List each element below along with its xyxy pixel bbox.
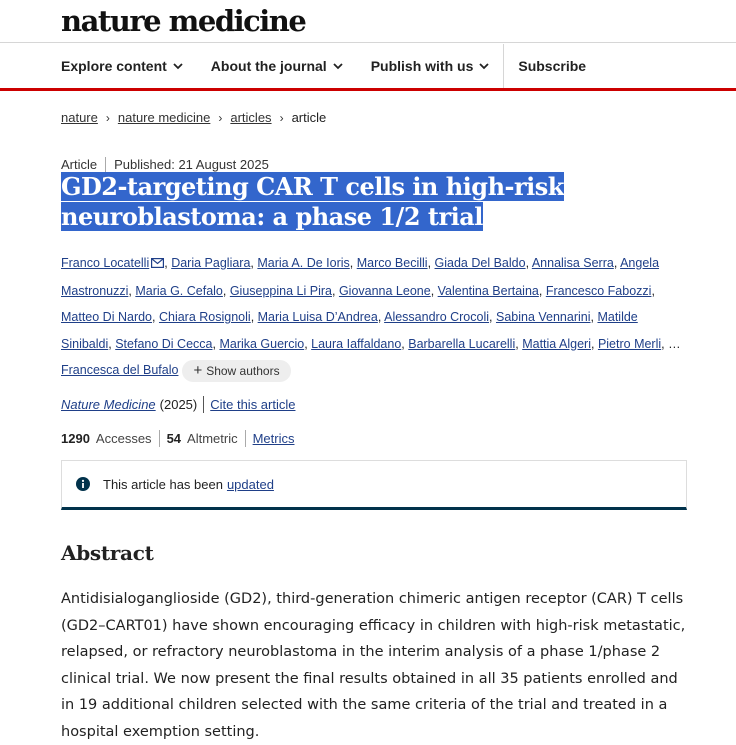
article-title-text: GD2-targeting CAR T cells in high-risk neuroblastoma: a phase 1/2 trial <box>61 172 564 231</box>
nav-subscribe[interactable] <box>504 44 600 88</box>
metrics-link[interactable]: Metrics <box>252 431 295 446</box>
chevron-right-icon: › <box>105 110 110 125</box>
info-icon <box>76 477 90 491</box>
breadcrumb-current: article <box>291 110 327 125</box>
header-divider <box>0 42 736 43</box>
author-link[interactable]: Giovanna Leone <box>338 283 431 298</box>
author-link[interactable]: Barbarella Lucarelli <box>408 336 516 351</box>
journal-name-link[interactable]: Nature Medicine <box>61 397 156 412</box>
nav-label: About the journal <box>210 58 327 74</box>
journal-citation <box>61 396 295 413</box>
author-list: Franco Locatelli , Daria Pagliara, Maria A. De Ioris, Marco Becilli, Giada Del Baldo, Annalisa Serra, Angela Mastronuzzi, Maria G. Cefalo, Giuseppina Li Pira, Giovanna Leone, Valentina Bertaina, Francesco Fabozzi, Matteo Di Nardo, Chiara Rosignoli, Maria Luisa D’Andrea, Alessandro Crocoli, Sabina Vennarini, Matilde Sinibaldi, Stefano Di Cecca, Marika Guercio, Laura Iaffaldano, Barbarella Lucarelli, Mattia Algeri, Pietro Merli, … Francesca del Bufalo + Show authors <box>61 250 686 384</box>
author-link[interactable]: Marika Guercio <box>219 336 305 351</box>
author-link[interactable]: Maria Luisa D’Andrea <box>257 310 378 324</box>
article-title <box>61 172 691 232</box>
accesses-label: Accesses <box>95 431 152 446</box>
nav-label: Explore content <box>61 58 167 74</box>
main-nav <box>61 44 600 88</box>
author-link[interactable]: Giada Del Baldo <box>434 256 526 270</box>
abstract-text: Antidisialoganglioside (GD2), third-generation chimeric antigen receptor (CAR) T cells (GD2–CART01) have shown encouraging efficacy in children with high-risk metastatic, relapsed, or refractory neuroblastoma in the interim analysis of a phase 1/phase 2 clinical trial. We now present the final results obtained in all 35 patients enrolled and in 19 additional children selected with the same criteria of the trial and treated in a hospital exemption setting. <box>61 591 686 740</box>
author-link[interactable]: Matilde Sinibaldi <box>61 310 638 351</box>
abstract-heading: Abstract <box>61 541 154 565</box>
cite-article-link[interactable]: Cite this article <box>210 397 296 412</box>
author-link[interactable]: Daria Pagliara <box>171 256 251 270</box>
chevron-down-icon <box>333 63 343 70</box>
accesses-count: 1290 <box>61 431 90 446</box>
chevron-down-icon <box>173 63 183 70</box>
nav-label: Subscribe <box>518 58 587 74</box>
article-meta <box>61 157 269 172</box>
chevron-right-icon: › <box>218 110 223 125</box>
published-date: Published: 21 August 2025 <box>114 157 269 172</box>
author-link[interactable]: Stefano Di Cecca <box>115 336 213 351</box>
article-type: Article <box>61 157 98 172</box>
author-link[interactable]: Pietro Merli <box>597 336 662 351</box>
author-link[interactable]: Valentina Bertaina <box>437 283 539 298</box>
author-link[interactable]: Laura Iaffaldano <box>311 336 402 351</box>
show-authors-button[interactable] <box>182 360 290 382</box>
altmetric-count: 54 <box>166 431 182 446</box>
author-ellipsis: … <box>668 336 681 351</box>
author-link[interactable]: Francesca del Bufalo <box>61 363 179 377</box>
breadcrumb-link-articles[interactable]: articles <box>230 110 272 125</box>
citation-divider <box>203 396 204 413</box>
header-accent-bar <box>0 88 736 91</box>
author-link[interactable]: Sabina Vennarini <box>495 310 591 324</box>
author-link[interactable]: Mattia Algeri <box>522 336 591 351</box>
author-link[interactable]: Angela Mastronuzzi <box>61 256 660 298</box>
nav-label: Publish with us <box>370 58 474 74</box>
altmetric-label: Altmetric <box>187 431 238 446</box>
author-link[interactable]: Marco Becilli <box>356 256 428 270</box>
publication-year: (2025) <box>159 397 198 412</box>
nav-publish-with-us[interactable] <box>357 44 504 88</box>
update-notice <box>61 460 687 510</box>
breadcrumb <box>61 110 326 125</box>
meta-divider <box>105 157 106 172</box>
plus-icon: + <box>193 361 203 379</box>
metrics-divider <box>159 430 160 447</box>
nav-explore-content[interactable] <box>61 44 197 88</box>
author-link[interactable]: Francesco Fabozzi <box>545 283 652 298</box>
author-link[interactable]: Maria G. Cefalo <box>135 283 223 298</box>
author-link[interactable]: Franco Locatelli <box>61 256 150 270</box>
chevron-right-icon: › <box>279 110 284 125</box>
breadcrumb-link-nature[interactable]: nature <box>61 110 98 125</box>
metrics-divider <box>245 430 246 447</box>
nav-about-journal[interactable] <box>197 44 357 88</box>
envelope-icon[interactable] <box>151 251 164 278</box>
author-link[interactable]: Annalisa Serra <box>531 256 614 270</box>
author-link[interactable]: Matteo Di Nardo <box>61 310 153 324</box>
updated-link[interactable]: updated <box>226 476 274 492</box>
notice-text: This article has been <box>103 476 223 492</box>
chevron-down-icon <box>479 63 489 70</box>
author-link[interactable]: Chiara Rosignoli <box>158 310 251 324</box>
author-link[interactable]: Giuseppina Li Pira <box>229 283 332 298</box>
breadcrumb-link-nature-medicine[interactable]: nature medicine <box>117 110 211 125</box>
journal-logo[interactable]: nature medicine <box>61 4 306 38</box>
show-authors-label: Show authors <box>206 363 280 378</box>
article-metrics <box>61 430 294 447</box>
author-link[interactable]: Maria A. De Ioris <box>257 256 350 270</box>
author-link[interactable]: Alessandro Crocoli <box>384 310 490 324</box>
